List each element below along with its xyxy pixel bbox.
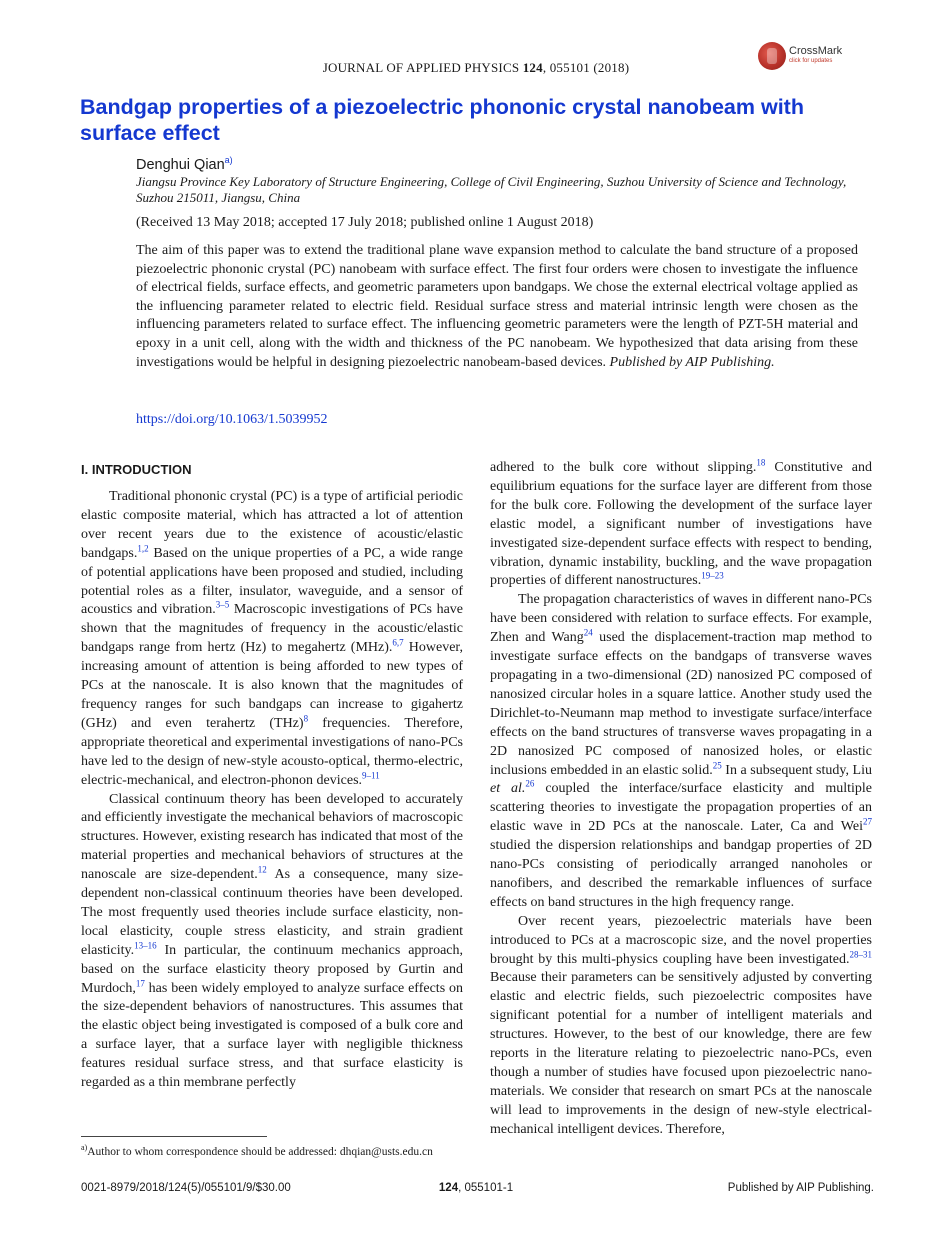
footnote-rule <box>81 1136 267 1137</box>
citation-ref[interactable]: 25 <box>712 759 722 770</box>
affiliation: Jiangsu Province Key Laboratory of Structure Engineering, College of Civil Engineering, Suzhou University of Science and Technology, Suzhou 215011, Jiangsu, China <box>136 174 847 205</box>
citation-ref[interactable]: 28–31 <box>849 948 872 959</box>
citation-ref[interactable]: 26 <box>525 778 535 789</box>
citation-ref[interactable]: 9–11 <box>362 769 380 780</box>
footer-page-number: , 055101-1 <box>458 1182 514 1194</box>
footnote <box>81 1143 433 1158</box>
section-heading: I. INTRODUCTION <box>81 462 192 477</box>
crossmark-sub: click for updates <box>789 58 833 64</box>
citation-ref[interactable]: 12 <box>257 864 267 875</box>
citation-ref[interactable]: 13–16 <box>134 940 157 951</box>
received-dates: (Received 13 May 2018; accepted 17 July 2018; published online 1 August 2018) <box>136 215 594 230</box>
footer-issn: 0021-8979/2018/124(5)/055101/9/$30.00 <box>81 1182 291 1194</box>
citation-ref[interactable]: 1,2 <box>137 543 149 554</box>
citation-ref[interactable]: 8 <box>303 713 309 724</box>
abstract-text: The aim of this paper was to extend the traditional plane wave expansion method to calculate the band structure of a proposed piezoelectric phononic crystal (PC) nanobeam with surface effect. The first four orders were chosen to investigate the influence of electrical fields, surface effects, and geometric parameters upon bandgaps. We chose the external electrical voltage applied as the influencing parameter related to electric field. Residual surface stress and material intrinsic length were chosen as the influencing parameters related to surface effect. The influencing geometric parameters were the length of PZT-5H material and epoxy in a unit cell, along with the width and thickness of the PC nanobeam. We hypothesized that data arising from these investigations would be helpful in designing piezoelectric nanobeam-based devices. <box>136 243 858 370</box>
left-column <box>81 488 463 1093</box>
citation-ref[interactable]: 17 <box>135 977 145 988</box>
citation-ref[interactable]: 6,7 <box>392 637 404 648</box>
footnote-text: Author to whom correspondence should be addressed: dhqian@usts.edu.cn <box>87 1145 433 1158</box>
abstract <box>136 242 858 372</box>
paragraph: adhered to the bulk core without slipping.$^{18}$ Constitutive and equilibrium equations for the surface layer are different from those for the bulk core. Following the development of the surface layer elastic model, a significant number of investigations have investigated size-dependent surface effects with respect to bending, vibration, dynamic instability, buckling, and the wave propagation properties of different nanostructures.$^{19-23}$ <box>490 457 872 589</box>
crossmark-badge[interactable] <box>758 42 878 76</box>
paragraph: Classical continuum theory has been developed to accurately and efficiently investigate the mechanical behaviors of macroscopic structures. However, existing research has indicated that most of the material properties and mechanical behaviors of structures at the nanoscale are size-dependent.$^{12}$ As a consequence, many size-dependent non-classical continuum theories have been developed. The most frequently used theories include surface elasticity, non-local elasticity, couple stress elasticity, and strain gradient elasticity.$^{13-16}$ In particular, the continuum mechanics approach, based on the surface elasticity theory proposed by Gurtin and Murdoch,$^{17}$ has been widely employed to analyze surface effects on the size-dependent behaviors of nanostructures. This assumes that the elastic object being investigated is composed of a bulk core and a surface layer, that a surface layer with negligible thickness features residual surface stress, and that surface elasticity is regarded as a thin membrane perfectly <box>81 791 463 1091</box>
author-line <box>136 155 233 173</box>
footer-publisher: Published by AIP Publishing. <box>727 1182 874 1194</box>
citation-ref[interactable]: 24 <box>583 627 593 638</box>
journal-name: JOURNAL OF APPLIED PHYSICS <box>322 60 520 75</box>
citation-ref[interactable]: 18 <box>756 457 766 468</box>
author-name: Denghui Qian <box>136 156 225 173</box>
citation-ref[interactable]: 19–23 <box>701 570 724 581</box>
footer-volume: 124 <box>438 1182 459 1194</box>
citation-ref[interactable]: 27 <box>863 816 872 827</box>
article-title: Bandgap properties of a piezoelectric phononic crystal nanobeam with surface effect <box>80 95 804 145</box>
footnote-mark: a) <box>81 1143 88 1152</box>
right-column <box>490 459 872 1140</box>
crossmark-icon <box>758 42 786 70</box>
journal-volume: 124 <box>522 60 543 75</box>
doi-link[interactable]: https://doi.org/10.1063/1.5039952 <box>136 412 328 427</box>
paragraph: Traditional phononic crystal (PC) is a type of artificial periodic elastic composite material, which has attracted a lot of attention over recent years due to the existence of acoustic/elastic bandgaps.$^{1,2}$ Based on the unique properties of a PC, a wide range of potential applications have been proposed and studied, including potential roles as a filter, insulator, waveguide, and a sensor of acoustics and vibration.$^{3-5}$ Macroscopic investigations of PCs have shown that the magnitudes of frequency in the acoustic/elastic bandgaps range from hertz (Hz) to megahertz (MHz).$^{6,7}$ However, increasing amount of attention is being afforded to new types of PCs at the nanoscale. It is also known that the magnitudes of frequency ranges for such bandgaps can increase to gigahertz (GHz) and even terahertz (THz)$^8$ frequencies. Therefore, appropriate theoretical and experimental investigations of nano-PCs have led to the design of new-style acousto-optical, thermo-electric, electric-mechanical, and electron-phonon devices.$^{9-11}$ <box>81 489 464 788</box>
paragraph: The propagation characteristics of waves in different nano-PCs have been considered with relation to surface effects. For example, Zhen and Wang$^{24}$ used the displacement-traction map method to investigate surface effects on the bandgaps of transverse waves propagating in a two-dimensional (2D) nanosized PC composed of nanosized circular holes in a square lattice. Another study used the Dirichlet-to-Neumann map method to investigate surface/interface effects on the band structures of transverse waves propagating in a 2D nanosized PC composed of nanosized holes, or elastic inclusions embedded in an elastic solid.$^{25}$ In a subsequent study, Liu et al.$^{26}$ coupled the interface/surface elasticity and multiple scattering theories to investigate the propagation properties of an elastic wave in 2D PCs at the nanoscale. Later, Ca and Wei$^{27}$ studied the dispersion relationships and bandgap properties of 2D nano-PCs consisting of periodically arranged nanoholes or nanofibers, and described the remarkable influences of surface effects on band structures in the high frequency range. <box>490 592 872 910</box>
crossmark-label: CrossMark <box>789 45 843 57</box>
citation-ref[interactable]: 3–5 <box>215 599 230 610</box>
paragraph: Over recent years, piezoelectric materials have been introduced to PCs at a macroscopic size, and the novel properties brought by this multi-physics coupling have been investigated.$^{28-31}$ Because their parameters can be sensitively adjusted by converting elastic and electric fields, such piezoelectric composites have significant potential for a number of intelligent materials and structures. However, to the best of our knowledge, there are few reports in the literature relating to piezoelectric nano-PCs, even though a number of studies have focused upon piezoelectric nano-materials. We consider that research on smart PCs at the nanoscale will lead to improvements in the design of new-style electrical-mechanical intelligent devices. Therefore, <box>490 913 872 1137</box>
published-by: Published by AIP Publishing. <box>609 354 775 370</box>
author-footnote-mark[interactable]: a) <box>224 155 233 165</box>
journal-article-info: , 055101 (2018) <box>542 60 630 75</box>
